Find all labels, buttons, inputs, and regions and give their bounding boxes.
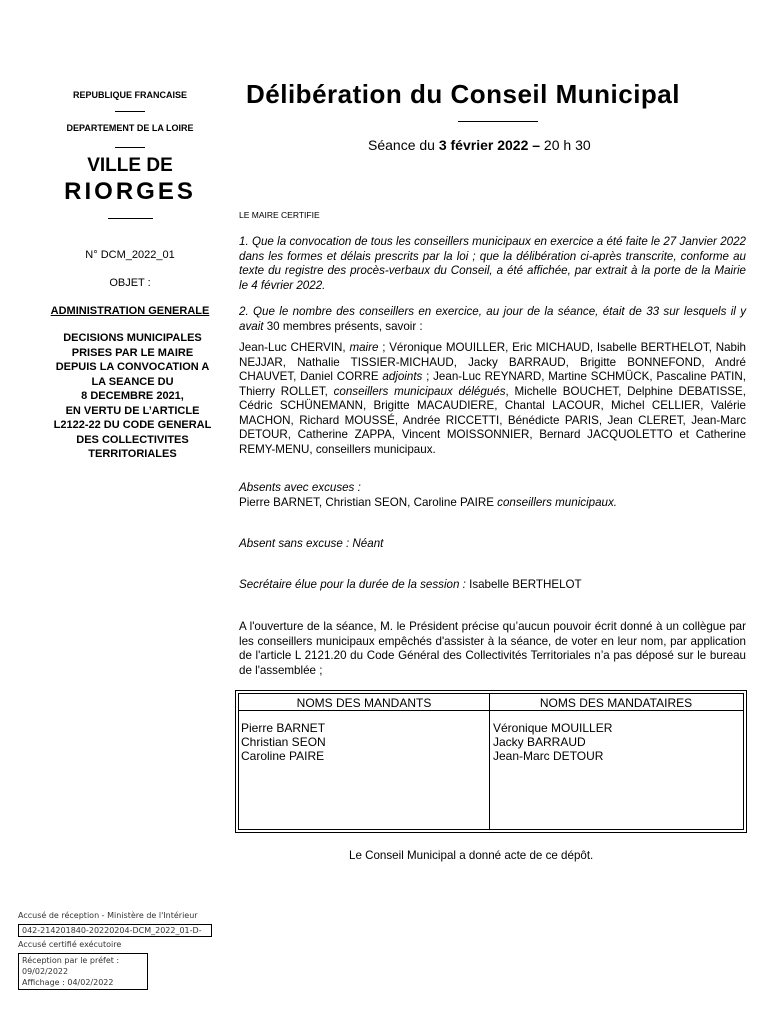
objet-block xyxy=(30,277,230,289)
seance-prefix: Séance du xyxy=(368,137,439,153)
absents-label: Absents avec excuses : xyxy=(239,481,361,494)
p2-start: 2. Que le nombre des conseillers en exercice, au jour de la séance, était de 33 sur lesquels il y avait xyxy=(239,305,746,333)
divider xyxy=(115,147,145,148)
seance-line xyxy=(368,137,591,153)
stamp-executoire: Accusé certifié exécutoire xyxy=(18,940,122,949)
secretaire-name: Isabelle BERTHELOT xyxy=(469,578,582,591)
present-part: ; Jean-Luc REYNARD, Martine SCHMÜCK, Pascaline PATIN, Thierry ROLLET, xyxy=(239,370,746,398)
list-item: Jacky BARRAUD xyxy=(493,735,586,749)
stamp-reception: Réception par le préfet : 09/02/2022 xyxy=(22,956,120,976)
departement-label xyxy=(30,123,230,133)
absents-names: Pierre BARNET, Christian SEON, Caroline PAIRE xyxy=(239,495,498,509)
departement-text: DEPARTEMENT DE LA LOIRE xyxy=(66,123,194,133)
divider xyxy=(115,111,145,112)
acte-line: Le Conseil Municipal a donné acte de ce dépôt. xyxy=(349,849,594,862)
absents-suffix: conseillers municipaux. xyxy=(497,495,618,509)
table-column-divider xyxy=(489,694,490,829)
present-role: maire xyxy=(349,341,379,354)
present-role: conseillers municipaux délégués xyxy=(333,384,506,398)
stamp-id-box: 042-214201840-20220204-DCM_2022_01-D- xyxy=(18,924,212,937)
decisions-line: L2122-22 DU CODE GENERAL xyxy=(53,419,212,431)
administration-block xyxy=(35,305,225,317)
stamp-dates-box xyxy=(18,953,148,990)
mandats-table xyxy=(235,690,747,833)
stamp-header: Accusé de réception - Ministère de l'Intérieur xyxy=(18,911,198,920)
decisions-block xyxy=(30,331,235,462)
mandataires-header: NOMS DES MANDATAIRES xyxy=(539,696,693,710)
decisions-line: DECISIONS MUNICIPALES xyxy=(63,332,202,344)
paragraph-1: 1. Que la convocation de tous les conseillers municipaux en exercice a été faite le 27 Janvier 2022 dans les formes et délais prescrits par la loi ; que la délibération ci-après transcrite, conforme au texte du registre des procès-verbaux du Conseil, a été affichée, par extrait à la porte de la Mairie le 4 février 2022. xyxy=(239,235,746,292)
present-part: , Michelle BOUCHET, Delphine DEBATISSE, Cédric SCHÜNEMANN, Brigitte MACAUDIERE, Chantal LACOUR, Michel CELLIER, Valérie MACHON, Richard MOUSSÉ, Andrée RICCETTI, Bénédicte PARIS, Jean CLERET, Jean-Marc DETOUR, Catherine ZAPPA, Vincent MOISSONNIER, Bernard JACQUOLETTO et Catherine REMY-MENU, conseillers municipaux. xyxy=(239,384,746,456)
present-role: adjoints xyxy=(382,370,423,383)
administration-text: ADMINISTRATION GENERALE xyxy=(50,305,210,317)
mandants-list xyxy=(241,721,326,763)
numero-block xyxy=(30,249,230,261)
present-list xyxy=(239,341,746,457)
decisions-line: DEPUIS LA CONVOCATION A xyxy=(55,361,210,373)
decisions-line: EN VERTU DE L’ARTICLE xyxy=(65,404,200,417)
secretaire-line xyxy=(239,578,746,593)
present-part: Jean-Luc CHERVIN, xyxy=(239,341,350,354)
republique-label xyxy=(30,90,230,100)
absents-block xyxy=(239,481,746,510)
stamp-affichage: Affichage : 04/02/2022 xyxy=(22,978,114,987)
divider xyxy=(108,218,153,219)
secretaire-label: Secrétaire élue pour la durée de la session : xyxy=(239,578,470,591)
mandataires-list xyxy=(493,721,612,763)
decisions-line: LA SEANCE DU xyxy=(91,375,174,388)
list-item: Christian SEON xyxy=(241,735,326,749)
republique-text: REPUBLIQUE FRANCAISE xyxy=(72,90,187,100)
decisions-text xyxy=(30,331,235,462)
ouverture-paragraph: A l'ouverture de la séance, M. le Président précise qu’aucun pouvoir écrit donné à un collègue par les conseillers municipaux empêchés d'assister à la séance, de voter en leur nom, par application de l'article L 2121.20 du Code Général des Collectivités Territoriales n’a pas déposé sur le bureau de l'assemblée ; xyxy=(239,620,746,677)
seance-date: 3 février 2022 – xyxy=(438,137,541,153)
list-item: Caroline PAIRE xyxy=(241,749,325,763)
table-inner-frame xyxy=(238,693,744,830)
numero-text: N° DCM_2022_01 xyxy=(85,249,175,261)
decisions-line: TERRITORIALES xyxy=(88,448,177,460)
p2-end: 30 membres présents, savoir : xyxy=(266,319,423,333)
present-part: ; Véronique MOUILLER, Eric MICHAUD, Isabelle BERTHELOT, Nabih NEJJAR, Nathalie TISSIER-MICHAUD, Jacky BARRAUD, Brigitte BONNEFOND, André CHAUVET, Daniel CORRE xyxy=(239,341,747,383)
title-divider xyxy=(458,121,538,122)
riorges-text: RIORGES xyxy=(64,178,196,205)
objet-text: OBJET : xyxy=(109,277,151,289)
decisions-line: 8 DECEMBRE 2021, xyxy=(81,390,184,402)
paragraph-2 xyxy=(239,305,746,334)
maire-certifie: LE MAIRE CERTIFIE xyxy=(239,210,320,220)
ville-block xyxy=(30,155,230,177)
absent-sans-excuse: Absent sans excuse : Néant xyxy=(239,537,384,550)
list-item: Jean-Marc DETOUR xyxy=(493,749,604,763)
decisions-line: DES COLLECTIVITES xyxy=(76,433,189,446)
table-header-divider xyxy=(239,710,743,711)
list-item: Véronique MOUILLER xyxy=(493,721,613,735)
ville-text: VILLE DE xyxy=(87,155,173,176)
page-title: Délibération du Conseil Municipal xyxy=(246,79,680,109)
list-item: Pierre BARNET xyxy=(241,721,326,735)
seance-time: 20 h 30 xyxy=(540,137,591,153)
decisions-line: PRISES PAR LE MAIRE xyxy=(71,346,194,359)
mandants-header: NOMS DES MANDANTS xyxy=(296,696,432,710)
riorges-block xyxy=(30,178,230,206)
